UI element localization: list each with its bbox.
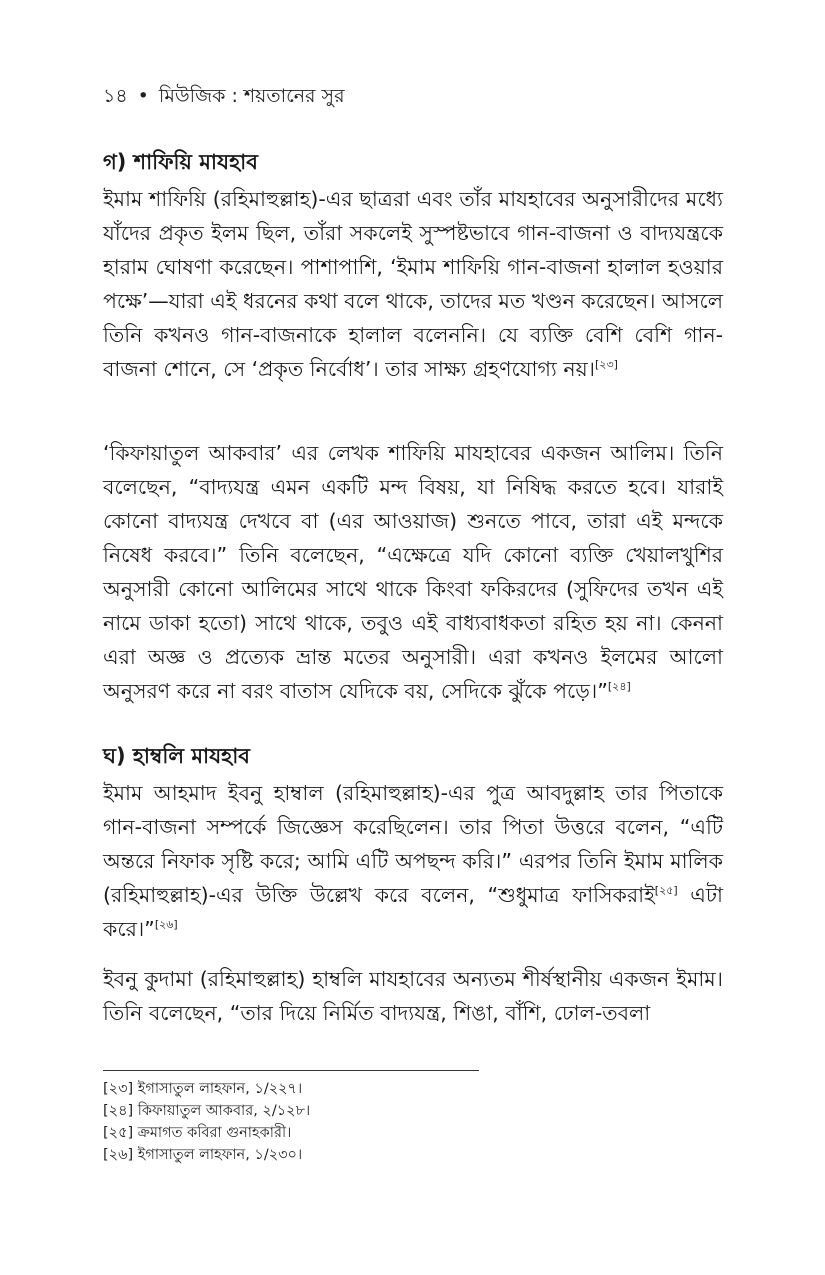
footnote: [২৫] ক্রমাগত কবিরা গুনাহকারী। [103,1125,292,1141]
paragraph [103,182,723,386]
paragraph-text: ইমাম আহমাদ ইবনু হাম্বাল (রহিমাহুল্লাহ)-এর পুত্র আবদুল্লাহ তার পিতাকে গান-বাজনা সম্পর্কে জিজ্ঞেস করেছিলেন। তার পিতা উত্তরে বলেন, “এটি অন্তরে নিফাক সৃষ্টি করে; আমি এটি অপছন্দ করি।” এরপর তিনি ইমাম মালিক (রহিমাহুল্লাহ)-এর উক্তি উল্লেখ করে বলেন, “শুধুমাত্র ফাসিকরাই [103,781,723,907]
footnote: [২৪] কিফায়াতুল আকবার, ২/১২৮। [103,1103,311,1119]
footnote-ref: [২৪] [607,680,631,694]
paragraph-text-tail: এটা করে।” [103,883,723,941]
footnotes [103,1078,703,1166]
section-heading-shafii: গ) শাফিয়ি মাযহাব [103,150,258,174]
footnote-ref: [২৬] [154,918,178,932]
running-title: মিউজিক : শয়তানের সুর [158,85,345,107]
footnote-ref: [২৩] [595,358,618,372]
paragraph [103,776,723,946]
paragraph-text: ‘কিফায়াতুল আকবার’ এর লেখক শাফিয়ি মাযহাবের একজন আলিম। তিনি বলেছেন, “বাদ্যযন্ত্র এমন একটি মন্দ বিষয়, যা নিষিদ্ধ করতে হবে। যারাই কোনো বাদ্যযন্ত্র দেখবে বা (এর আওয়াজ) শুনতে পাবে, তারা এই মন্দকে নিষেধ করবে।” তিনি বলেছেন, “এক্ষেত্রে যদি কোনো ব্যক্তি খেয়ালখুশির অনুসারী কোনো আলিমের সাথে থাকে কিংবা ফকিরদের (সুফিদের তখন এই নামে ডাকা হতো) সাথে থাকে, তবুও এই বাধ্যবাধকতা রহিত হয় না। কেননা এরা অজ্ঞ ও প্রত্যেক ভ্রান্ত মতের অনুসারী। এরা কখনও ইলমের আলো অনুসরণ করে না বরং বাতাস যেদিকে বয়, সেদিকে ঝুঁকে পড়ে।” [103,441,723,703]
paragraph-text: ইমাম শাফিয়ি (রহিমাহুল্লাহ)-এর ছাত্ররা এবং তাঁর মাযহাবের অনুসারীদের মধ্যে যাঁদের প্রকৃত ইলম ছিল, তাঁরা সকলেই সুস্পষ্টভাবে গান-বাজনা ও বাদ্যযন্ত্রকে হারাম ঘোষণা করেছেন। পাশাপাশি, ‘ইমাম শাফিয়ি গান-বাজনা হালাল হওয়ার পক্ষে’—যারা এই ধরনের কথা বলে থাকে, তাদের মত খণ্ডন করেছেন। আসলে তিনি কখনও গান-বাজনাকে হালাল বলেননি। যে ব্যক্তি বেশি বেশি গান-বাজনা শোনে, সে ‘প্রকৃত নির্বোধ’। তার সাক্ষ্য গ্রহণযোগ্য নয়। [103,187,723,381]
running-header [103,82,345,114]
footnote-divider [103,1070,479,1071]
paragraph-text: ইবনু কুদামা (রহিমাহুল্লাহ) হাম্বলি মাযহাবের অন্যতম শীর্ষস্থানীয় একজন ইমাম। তিনি বলেছেন, “তার দিয়ে নির্মিত বাদ্যযন্ত্র, শিঙা, বাঁশি, ঢোল-তবলা [103,967,723,1025]
footnote: [২৬] ইগাসাতুল লাহফান, ১/২৩০। [103,1147,303,1163]
footnote: [২৩] ইগাসাতুল লাহফান, ১/২২৭। [103,1081,303,1097]
paragraph [103,962,723,1030]
page-number: ১৪ [103,85,128,107]
header-bullet: • [137,85,149,107]
paragraph [103,436,723,708]
section-heading-hanbali: ঘ) হাম্বলি মাযহাব [103,744,250,768]
footnote-ref: [২৫] [654,884,678,898]
